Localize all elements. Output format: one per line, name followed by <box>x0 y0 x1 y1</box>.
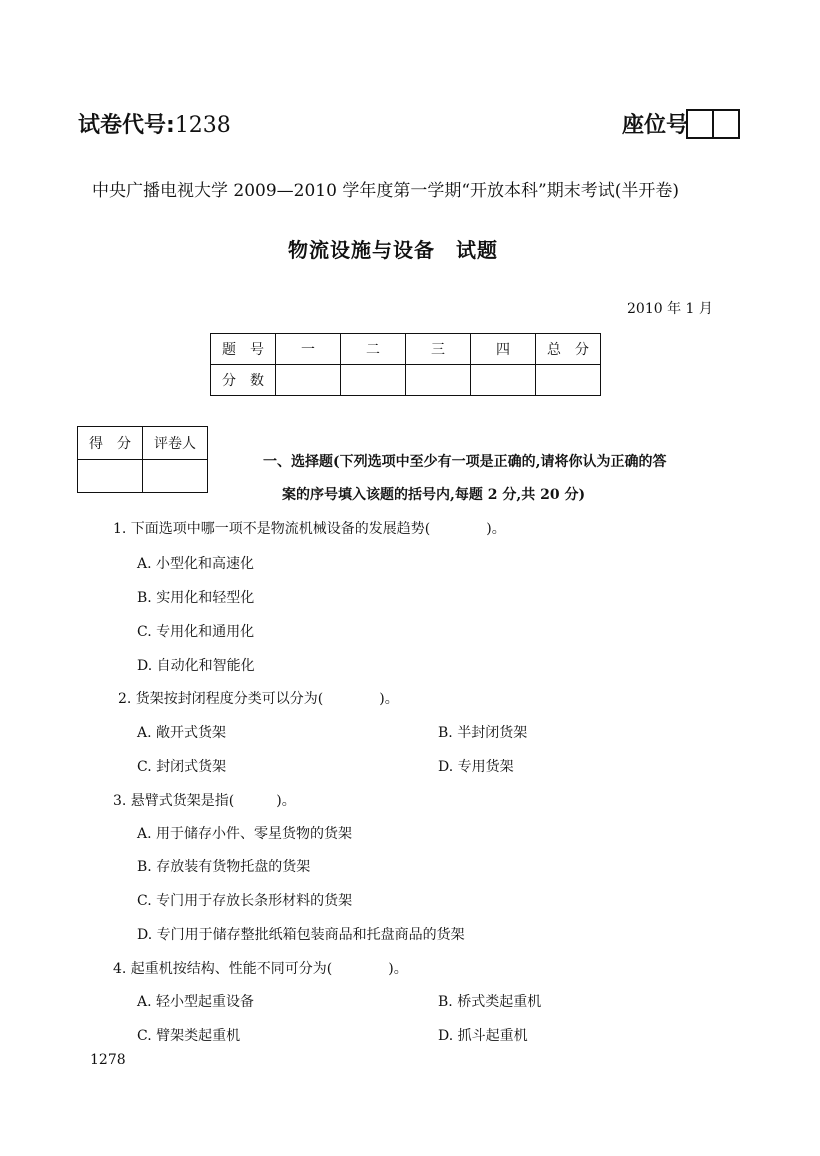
university-line: 中央广播电视大学 2009—2010 学年度第一学期“开放本科”期末考试(半开卷) <box>92 181 679 201</box>
score-cell: 一 <box>276 334 341 365</box>
grader-header-score: 得 分 <box>78 427 143 460</box>
seat-box <box>686 109 714 139</box>
question-text: 2. 货架按封闭程度分类可以分为( )。 <box>118 691 399 707</box>
score-table-header-row <box>211 334 601 365</box>
seat-box <box>712 109 740 139</box>
page-number: 1278 <box>90 1052 126 1068</box>
question-text: 4. 起重机按结构、性能不同可分为( )。 <box>113 961 408 977</box>
section-instruction: 一、选择题(下列选项中至少有一项是正确的,请将你认为正确的答 <box>263 454 667 470</box>
option: B. 实用化和轻型化 <box>137 590 255 606</box>
score-cell: 总 分 <box>536 334 601 365</box>
score-cell <box>341 365 406 396</box>
exam-title: 物流设施与设备 试题 <box>288 238 498 262</box>
option: C. 专用化和通用化 <box>137 624 255 640</box>
option: D. 抓斗起重机 <box>438 1028 528 1044</box>
option: B. 半封闭货架 <box>438 725 528 741</box>
exam-code <box>78 108 231 139</box>
option: C. 专门用于存放长条形材料的货架 <box>137 893 353 909</box>
exam-code-value: 1238 <box>174 113 231 138</box>
score-cell <box>276 365 341 396</box>
score-cell: 二 <box>341 334 406 365</box>
score-cell: 题 号 <box>211 334 276 365</box>
score-table-value-row <box>211 365 601 396</box>
score-cell: 四 <box>471 334 536 365</box>
score-cell: 分 数 <box>211 365 276 396</box>
option: C. 臂架类起重机 <box>137 1028 241 1044</box>
question-text: 3. 悬臂式货架是指( )。 <box>113 793 296 809</box>
grader-table <box>77 426 208 493</box>
option: D. 专门用于储存整批纸箱包装商品和托盘商品的货架 <box>137 927 465 943</box>
option: A. 轻小型起重设备 <box>137 994 255 1010</box>
option: A. 用于储存小件、零星货物的货架 <box>137 826 353 842</box>
grader-cell <box>143 460 208 493</box>
option: B. 存放装有货物托盘的货架 <box>137 859 311 875</box>
question-text: 1. 下面选项中哪一项不是物流机械设备的发展趋势( )。 <box>113 521 506 537</box>
score-cell: 三 <box>406 334 471 365</box>
score-cell <box>471 365 536 396</box>
option: D. 专用货架 <box>438 759 514 775</box>
seat-number-label: 座位号 <box>622 113 689 138</box>
option: A. 敞开式货架 <box>137 725 227 741</box>
seat-number <box>622 108 740 139</box>
exam-code-label: 试卷代号: <box>78 113 175 138</box>
score-table <box>210 333 601 396</box>
section-instruction: 案的序号填入该题的括号内,每题 2 分,共 20 分) <box>282 487 586 503</box>
option: C. 封闭式货架 <box>137 759 227 775</box>
exam-date: 2010 年 1 月 <box>627 301 713 317</box>
score-cell <box>406 365 471 396</box>
option: A. 小型化和高速化 <box>137 556 255 572</box>
grader-cell <box>78 460 143 493</box>
grader-header-reviewer: 评卷人 <box>143 427 208 460</box>
option: D. 自动化和智能化 <box>137 658 255 674</box>
option: B. 桥式类起重机 <box>438 994 542 1010</box>
score-cell <box>536 365 601 396</box>
